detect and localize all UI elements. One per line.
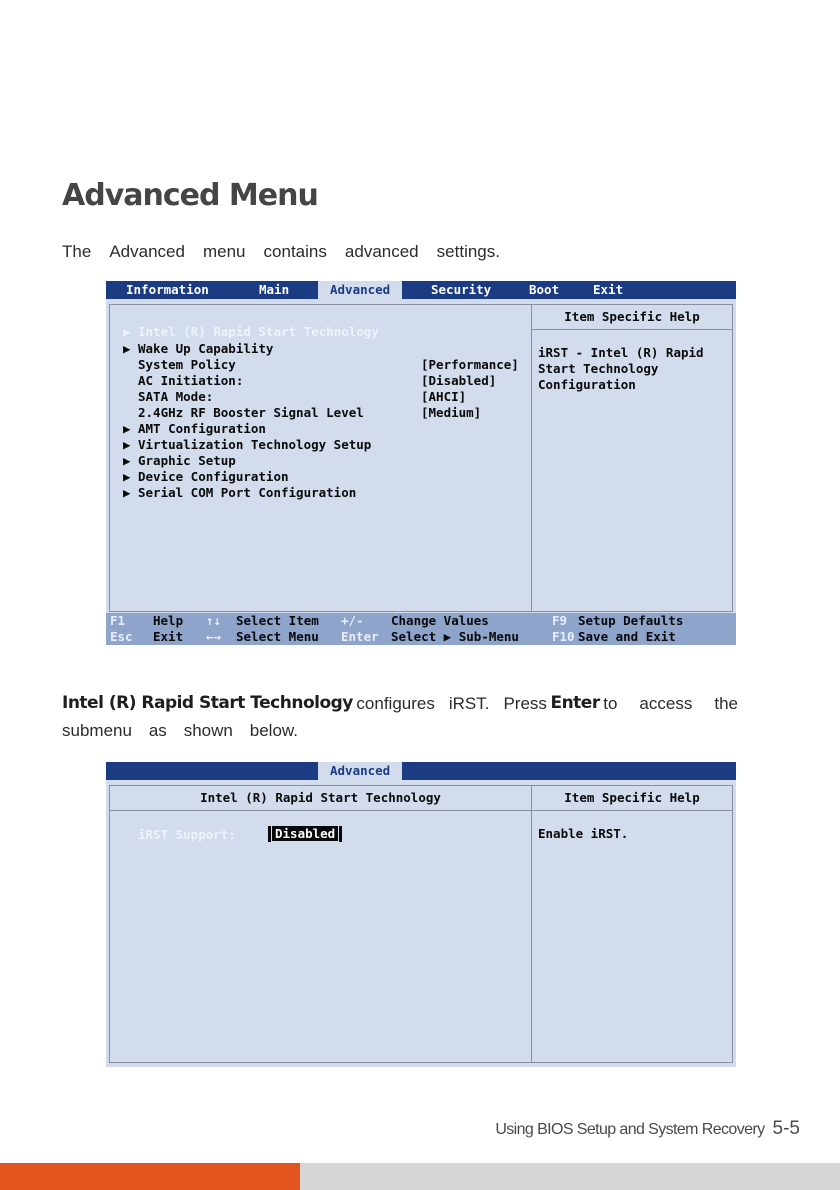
menu-item-label: Intel (R) Rapid Start Technology xyxy=(138,324,379,339)
menu-item[interactable] xyxy=(123,437,371,453)
key-hint-label: Select Item xyxy=(236,613,319,628)
menu-item-label: AMT Configuration xyxy=(138,421,266,436)
help-text: Enable iRST. xyxy=(538,826,629,841)
menu-item-label: 2.4GHz RF Booster Signal Level xyxy=(138,405,364,420)
para-word: access xyxy=(639,694,693,713)
para-text xyxy=(356,690,547,717)
para-word: iRST. xyxy=(448,694,490,713)
submenu-pane xyxy=(110,786,531,1062)
key-hint-label: Exit xyxy=(153,629,184,644)
key-legend xyxy=(106,613,736,645)
irst-paragraph xyxy=(62,690,738,744)
irst-paragraph-line2 xyxy=(62,717,298,744)
intro-word: The xyxy=(62,242,92,261)
irst-support-label: iRST Support: xyxy=(138,827,236,842)
help-text: iRST - Intel (R) Rapid Start Technology Configuration xyxy=(538,345,704,392)
key-hint-key: Enter xyxy=(341,629,379,644)
intro-paragraph xyxy=(62,238,738,265)
para-text xyxy=(603,690,738,717)
help-title: Item Specific Help xyxy=(532,786,732,811)
menu-item-label: Device Configuration xyxy=(138,469,289,484)
menu-item-label: System Policy xyxy=(138,357,236,372)
menu-item-label: Serial COM Port Configuration xyxy=(138,485,357,500)
key-hint-key: F1 xyxy=(110,613,126,628)
menu-item-label: Virtualization Technology Setup xyxy=(138,437,372,452)
menu-item[interactable] xyxy=(138,373,243,389)
help-title: Item Specific Help xyxy=(532,305,732,330)
key-hint-label: Help xyxy=(153,613,184,628)
irst-support-value[interactable] xyxy=(268,826,342,842)
tab-advanced[interactable]: Advanced xyxy=(318,281,402,299)
menu-item[interactable] xyxy=(123,469,289,485)
tab-boot[interactable]: Boot xyxy=(529,282,560,297)
para-word: to xyxy=(603,694,618,713)
key-hint-label: Setup Defaults xyxy=(578,613,684,628)
menu-item-label: SATA Mode: xyxy=(138,389,214,404)
tab-exit[interactable]: Exit xyxy=(593,282,624,297)
menu-item-value[interactable]: [AHCI] xyxy=(421,389,467,404)
footer-title: Using BIOS Setup and System Recovery xyxy=(495,1121,765,1138)
intro-word: settings. xyxy=(436,242,500,261)
key-hint-key: F10 xyxy=(552,629,575,644)
bios-advanced-screen xyxy=(106,281,736,645)
submenu-arrow-icon: ▶ xyxy=(123,469,131,484)
intro-word: advanced xyxy=(344,242,419,261)
intro-word: Advanced xyxy=(109,242,185,261)
bios-tab-bar xyxy=(106,762,736,780)
para-word: shown xyxy=(183,721,233,740)
tab-information[interactable]: Information xyxy=(126,282,209,297)
key-hint-label: Save and Exit xyxy=(578,629,676,644)
menu-item[interactable] xyxy=(138,405,364,421)
footer-grey-bar xyxy=(300,1163,840,1190)
irst-paragraph-line1 xyxy=(62,690,738,717)
submenu-arrow-icon: ▶ xyxy=(123,453,131,468)
para-word: configures xyxy=(356,694,435,713)
bios-body xyxy=(109,785,733,1063)
footer-accent-bar xyxy=(0,1163,300,1190)
term-irst: Intel (R) Rapid Start Technology xyxy=(62,693,353,713)
help-pane xyxy=(531,305,732,611)
tab-advanced[interactable]: Advanced xyxy=(318,762,402,780)
tab-main[interactable]: Main xyxy=(259,282,290,297)
key-legend-row xyxy=(106,629,736,645)
term-enter: Enter xyxy=(550,693,600,713)
menu-item[interactable] xyxy=(123,485,356,501)
para-word: the xyxy=(714,694,738,713)
key-hint-label: Change Values xyxy=(391,613,489,628)
help-pane xyxy=(531,786,732,1062)
bios-tab-bar xyxy=(106,281,736,299)
bios-irst-screen xyxy=(106,762,736,1067)
key-legend-row xyxy=(106,613,736,629)
menu-item-label: Graphic Setup xyxy=(138,453,236,468)
menu-item[interactable] xyxy=(138,357,236,373)
submenu-arrow-icon: ▶ xyxy=(123,437,131,452)
menu-item[interactable] xyxy=(123,341,273,357)
para-word: submenu xyxy=(62,721,132,740)
section-heading: Advanced Menu xyxy=(62,178,318,213)
irst-support-value-text: Disabled xyxy=(272,826,338,841)
key-hint-key: F9 xyxy=(552,613,568,628)
menu-item[interactable] xyxy=(123,453,236,469)
menu-item-value[interactable]: [Medium] xyxy=(421,405,482,420)
menu-item[interactable] xyxy=(123,324,379,340)
submenu-arrow-icon: ▶ xyxy=(123,485,131,500)
menu-item[interactable] xyxy=(123,421,266,437)
submenu-arrow-icon: ▶ xyxy=(123,341,131,356)
submenu-title: Intel (R) Rapid Start Technology xyxy=(110,786,531,811)
key-hint-key: ←→ xyxy=(206,629,222,644)
menu-item-label: Wake Up Capability xyxy=(138,341,274,356)
key-hint-key: Esc xyxy=(110,629,133,644)
menu-item-value[interactable]: [Disabled] xyxy=(421,373,497,388)
key-hint-label: Select ▶ Sub-Menu xyxy=(391,629,519,644)
submenu-arrow-icon: ▶ xyxy=(123,324,131,339)
menu-item-label: AC Initiation: xyxy=(138,373,244,388)
intro-word: contains xyxy=(263,242,327,261)
intro-word: menu xyxy=(202,242,246,261)
para-word: Press xyxy=(503,694,547,713)
para-word: below. xyxy=(249,721,298,740)
intro-line xyxy=(62,238,500,265)
key-hint-label: Select Menu xyxy=(236,629,319,644)
para-word: as xyxy=(148,721,167,740)
menu-item-value[interactable]: [Performance] xyxy=(421,357,519,372)
key-hint-key: +/- xyxy=(341,613,364,628)
tab-security[interactable]: Security xyxy=(431,282,492,297)
page-number: 5-5 xyxy=(772,1118,800,1139)
bios-body xyxy=(109,304,733,612)
page-footer xyxy=(495,1118,800,1140)
menu-item[interactable] xyxy=(138,389,213,405)
key-hint-key: ↑↓ xyxy=(206,613,222,628)
submenu-arrow-icon: ▶ xyxy=(123,421,131,436)
